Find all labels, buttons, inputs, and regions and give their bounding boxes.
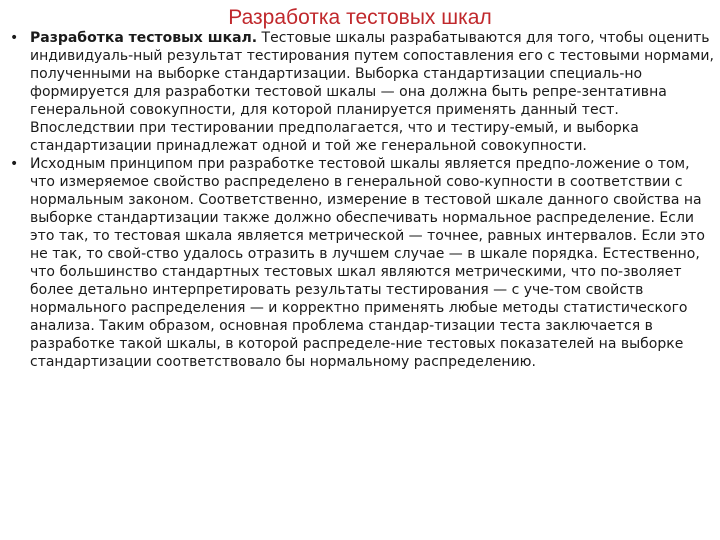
bullet-text: Тестовые шкалы разрабатываются для того, чтобы оценить индивидуаль-ный результат тестирования путем сопоставления его с тестовыми нормами, полученными на выборке стандартизации. Выборка стандартизации специаль-но формируется для разработки тестовой шкалы — она должна быть репре-зентативна генеральной совокупности, для которой планируется применять данный тест. Впоследствии при тестировании предполагается, что и тестиру-емый, и выборка стандартизации принадлежат одной и той же генеральной совокупности. bbox=[30, 30, 714, 154]
bullet-list bbox=[8, 29, 714, 371]
slide-title: Разработка тестовых шкал bbox=[228, 6, 492, 29]
bullet-dot-icon: • bbox=[10, 156, 19, 172]
bullet-lead: Разработка тестовых шкал. bbox=[30, 30, 258, 46]
bullet-item-2 bbox=[8, 155, 714, 371]
bullet-text: Исходным принципом при разработке тестовой шкалы является предпо-ложение о том, что измеряемое свойство распределено в генеральной сово-купности в соответствии с нормальным законом. Соответственно, измерение в тестовой шкале данного свойства на выборке стандартизации также должно обеспечивать нормальное распределение. Если это так, то тестовая шкала является метрической — точнее, равных интервалов. Если это не так, то свой-ство удалось отразить в лучшем случае — в шкале порядка. Естественно, что большинство стандартных тестовых шкал являются метрическими, что по-зволяет более детально интерпретировать результаты тестирования — с уче-том свойств нормального распределения — и корректно применять любые методы статистического анализа. Таким образом, основная проблема стандар-тизации теста заключается в разработке такой шкалы, в которой распределе-ние тестовых показателей на выборке стандартизации соответствовало бы нормальному распределению. bbox=[30, 156, 705, 370]
bullet-dot-icon: • bbox=[10, 30, 19, 46]
bullet-item-1 bbox=[8, 29, 714, 155]
